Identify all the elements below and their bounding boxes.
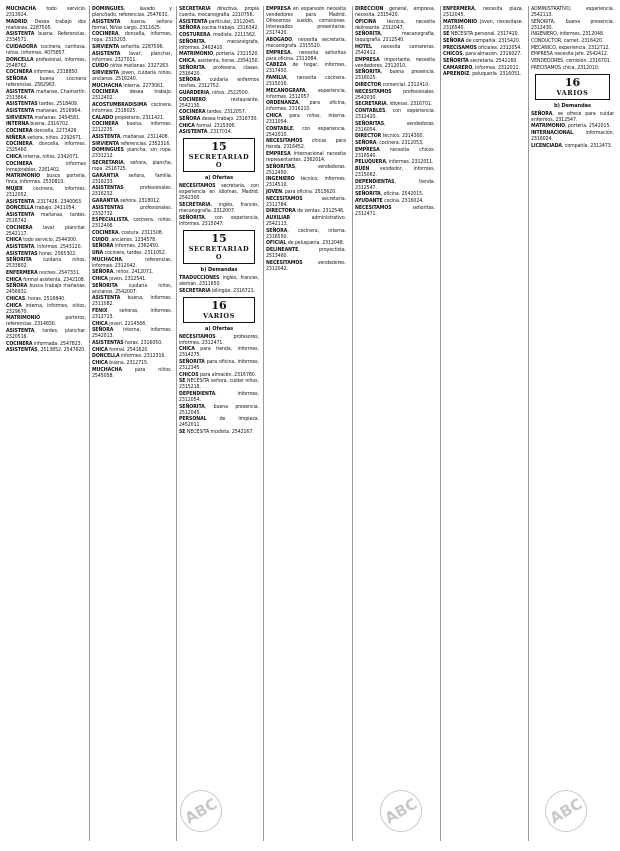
classified-ad: ASISTENTA. 2317426. 2340063.: [6, 198, 83, 205]
classified-ad: SEÑORITA, mecanógrafa, informes. 2462410.: [179, 38, 259, 51]
classified-ad: CHICA formal asistenta. 2342108.: [6, 276, 86, 283]
classified-ad: EMPRESA, necesita señoritas para oficina. 2312084.: [266, 49, 346, 62]
classified-ad: CHICA joven. 2214568.: [92, 320, 147, 327]
classified-ad: ASISTENTAS, 2513852. 2547620.: [6, 347, 86, 354]
classified-ad: CONDUCTOR, carnet. 2316420.: [531, 38, 604, 45]
section-label: VARIOS: [556, 88, 589, 97]
classified-ad: PERSONAL de limpieza. 2452011.: [179, 416, 259, 429]
section-header-varios: [183, 297, 255, 323]
classified-ad: SEÑORITA secretaria. 2542160.: [443, 57, 518, 64]
classified-ad: ASISTENTA. 2317014.: [179, 129, 233, 136]
classified-ad: GARANTIA señora, familia. 2316233.: [92, 172, 172, 185]
classified-ad: ASISTENTA buena, señora formal, Niñas cargo. 2311625.: [92, 18, 172, 31]
column-divider: [528, 6, 529, 841]
classified-ad: SEÑORA buena cocinera referencias. 2562963.: [6, 76, 86, 89]
classified-ad: ASISTENTA, informes. 2543120.: [6, 243, 82, 250]
classified-ad: ASISTENTA mañanas, Chamartín. 2313864.: [6, 88, 86, 101]
classified-ad: NECESITAMOS profesores, informes. 2312471.: [179, 333, 259, 346]
classified-ad: EMPRESA necesita jefe. 2542412.: [531, 51, 609, 58]
classified-ad: ASISTENTA mañanas, tardes. 2516742.: [6, 211, 86, 225]
classified-ad: ENFERMERA, necesita plaza. 2312045.: [443, 6, 523, 19]
classified-ad: GUARDERIA, niños. 2522500.: [179, 89, 250, 96]
classified-ad: COCINERA informes. 2318850.: [6, 69, 79, 76]
column-divider: [352, 6, 353, 841]
classified-ad: HOTEL necesita camareras. 2542412.: [355, 44, 435, 57]
classified-ad: ASISTENTA buena, informes. 2311082.: [92, 295, 172, 308]
classified-ad: DONCELLA trabajo. 2411054.: [6, 205, 76, 212]
classified-ad: SEÑORITA, mecanografía, taquigrafía. 2312540.: [355, 31, 435, 44]
classified-ad: DOMINGUES plancha, sin ropa. 2331212.: [92, 147, 172, 160]
classified-ad: ORDENANZA, para oficina, informes. 2316210.: [266, 100, 346, 113]
classified-column-6: [443, 6, 523, 78]
section-header-secretariado: [183, 138, 255, 172]
classified-ad: SEÑORA interna, informes. 2542013.: [92, 327, 172, 340]
classified-ad: VENDEDORES, comisión. 2316701.: [531, 57, 612, 64]
section-number: 16: [564, 75, 581, 89]
classified-ad: COCINERA informada. 2547823.: [6, 340, 82, 347]
classified-ad: COCINERA lavar planchar. 2542117.: [6, 224, 86, 237]
classified-ad: AUXILIAR administrativo. 2542113.: [266, 215, 346, 228]
column-divider: [263, 6, 264, 841]
classified-ad: CUIDO niños mañanas. 2327263.: [92, 63, 170, 70]
classified-ad: CHICA, asistenta, horas. 2354150.: [179, 57, 259, 64]
classified-ad: SEÑORITAS, vendedoras. 2316054.: [355, 120, 435, 133]
classified-ad: CALADO propietario, 2311421.: [92, 114, 165, 121]
classified-ad: SEÑORITA, buena presencia. 2316025.: [355, 69, 435, 82]
classified-ad: CABEZA de hogar, informes. 2317450.: [266, 62, 346, 75]
classified-ad: MATRIMONIO, portería. 2542015.: [531, 123, 611, 130]
classified-ad: MATRIMONIO, portería. 2321520.: [179, 51, 259, 58]
classified-ad: CHICA buena. 2312715.: [92, 359, 149, 366]
classified-ad: PELUQUERA, informes. 2312011.: [355, 159, 434, 166]
classified-column-5: [355, 6, 435, 217]
classified-ad: SE NECESITA modista. 2542167.: [179, 429, 254, 436]
classified-ad: ASISTENTA mañanas. 2516964.: [6, 108, 82, 115]
classified-column-1: [6, 6, 86, 354]
classified-ad: SECRETARIA, idiomas. 2316701.: [355, 101, 433, 108]
classified-ad: SIRVIENTA joven, cuidaría niños, ancianos. 2516240.: [92, 70, 172, 83]
classified-ad: DEPENDIENTA, informes. 2312054.: [179, 391, 259, 404]
classified-ad: ASISTENTAS profesionales. 2332732.: [92, 204, 172, 217]
classified-ad: ASISTENTAS horas. 2316050.: [92, 340, 163, 347]
classified-ad: ASISTENTAS profesionales. 2316232.: [92, 185, 172, 198]
classified-ad: SEÑORA cocina trabajo. 2316342.: [179, 25, 259, 32]
classified-ad: DONCELLA profesional, informes, 2548762.: [6, 56, 86, 69]
classified-column-2: [92, 6, 172, 379]
classified-ad: CHICOS, para almacén. 2316027.: [443, 51, 522, 58]
classified-ad: MECANOGRAFA, experiencia, informes. 2312057.: [266, 87, 346, 100]
classified-ad: SEÑORITA cuidaría niños. 2533802.: [6, 257, 86, 270]
section-header-secretariado-demandas: [183, 230, 255, 264]
classified-ad: DIRECTOR comercial. 2312410.: [355, 82, 430, 89]
classified-column-7: [531, 6, 614, 149]
classified-ad: SIRVIENTA referencias. 2352316.: [92, 140, 171, 147]
classified-ad: EMPRESA en expansión necesita vendedores para Madrid. Ofrecemos sueldo, comisiones. Interesados presentarse. 2317420.: [266, 6, 346, 37]
classified-ad: DOMINGUES, lavado y planchado, referencias. 2547631.: [92, 6, 172, 19]
classified-ad: EMPRESA necesita chicos. 2316540.: [355, 146, 435, 159]
classified-ad: SECRETARIA directiva, propia cuenta, mecanografía. 2210756.: [179, 6, 259, 19]
watermark-logo: ABC: [372, 782, 429, 839]
classified-ad: SEÑORITA cuidaría niños, ancianos. 2542007.: [92, 282, 172, 295]
classified-ad: SEÑORA busca trabajo mañanas. 2456931.: [6, 283, 86, 296]
column-divider: [176, 6, 177, 841]
classified-ad: SEÑORA desea trabajo. 2316730.: [179, 115, 258, 122]
classified-ad: CUIDO, ancianos. 1234578.: [92, 236, 157, 243]
classified-ad: SIRVIENTA señorita. 2287596.: [92, 44, 164, 51]
classified-ad: ASISTENTA, tardes, planchar. 2320516.: [6, 327, 86, 340]
classified-ad: MUCHACHA, referencias, informes. 2312042.: [92, 256, 172, 269]
classified-ad: CHICA todo servicio. 2544300.: [6, 237, 78, 244]
classified-ad: ADMINISTRATIVO, experiencia. 2542113.: [531, 6, 614, 19]
classified-ad: ASISTENTA particular, 2312045.: [179, 18, 256, 25]
classified-column-4: [266, 6, 346, 272]
classified-ad: JOVEN, para oficina. 2515620.: [266, 189, 337, 196]
classified-ad: SIRVIENTA mañanas. 2454581.: [6, 114, 81, 121]
classified-ad: SEÑORITA para oficina, informes. 2312345.: [179, 359, 259, 372]
section-header-varios-demandas: [535, 74, 610, 100]
classified-ad: SEÑORA, cocinera. 2312053.: [355, 140, 424, 147]
classified-ad: SECRETARIA bilingüe. 2316721.: [179, 287, 255, 294]
classified-ad: SECRETARIA, inglés, francés, mecanografía. 2312007.: [179, 202, 259, 215]
classified-ad: CHICA formal. 2315306.: [179, 122, 236, 129]
classified-ad: SEÑORA, niños. 2412071.: [92, 269, 154, 276]
classified-ad: NIÑERA señora, niños. 2292671.: [6, 134, 83, 141]
classified-ad: ASISTENTA buena. Referencias. 2334571.: [6, 31, 86, 44]
classified-ad: MUCHACHA interna. 2273061.: [92, 82, 165, 89]
classified-ad: CHICA para tienda, informes. 2314275.: [179, 346, 259, 359]
section-number: 15: [211, 140, 227, 154]
classified-ad: SEÑORITA, buena presencia. 2312430.: [531, 18, 614, 31]
varios-demandas-listings: [531, 111, 614, 149]
section-label: SECRETARIADO: [188, 153, 250, 170]
classified-ad: INTERNA buena. 2316702.: [6, 121, 70, 128]
classified-ad: NECESITAMOS chicas para tienda. 2316452.: [266, 138, 346, 151]
classified-ad: GARANTIA señora. 2318012.: [92, 198, 161, 205]
classified-ad: COCINERO, restaurante. 2542130.: [179, 96, 259, 109]
classified-ad: NECESITAMOS señoritas. 2312471.: [355, 204, 435, 217]
classified-ad: MATRIMONIO busca portería, finca, informes. 2530810.: [6, 173, 86, 186]
section-label: VARIOS: [203, 311, 235, 320]
classified-ad: CHICA formal. 2541620.: [92, 346, 149, 353]
classified-ad: PRECISAMOS oficiales. 2312054.: [443, 44, 522, 51]
classified-ad: NECESITAMOS vendedores. 2312042.: [266, 259, 346, 272]
classified-ad: DONCELLA informes. 2312316.: [92, 353, 166, 360]
classified-ad: COCINERA doncella. 2273426.: [6, 128, 78, 135]
classified-ad: CHICOS para almacén. 2316780.: [179, 371, 257, 378]
classified-ad: SEÑORA de compañía. 2315420.: [443, 38, 521, 45]
classified-ad: NECESITAMOS secretaria. 2312784.: [266, 195, 346, 208]
classified-ad: BUEN vendedor, informes. 2315062.: [355, 166, 435, 179]
classified-ad: CHICA interna, niños. 2342071.: [6, 153, 80, 160]
column-7-listings: [531, 6, 614, 71]
classified-ad: ENFERMERA noches. 2547331.: [6, 269, 81, 276]
classified-ad: ASISTENTAS tardes. 2518409.: [6, 101, 79, 108]
classified-ad: CONTABLES, con experiencia. 2312420.: [355, 108, 435, 121]
classified-ad: MADRID: Desea trabajo dos mañanas. 2287505.: [6, 18, 86, 31]
classified-ad: SEÑORITA, oficina. 2542015.: [355, 191, 424, 198]
classified-ad: INGENIERO técnico, informes. 2314510.: [266, 176, 346, 189]
classified-ad: MATRIMONIO porteros, referencias. 2314830.: [6, 315, 86, 328]
classified-ad: COCINERA, costura. 2311508.: [92, 230, 164, 237]
classified-ad: PRECISAMOS chica. 2312010.: [531, 64, 600, 71]
classified-ad: COCINERA informes inmejorables. 2261402.: [6, 160, 86, 173]
classified-ad: COCINERA desea trabajo. 2312402.: [92, 89, 172, 102]
classified-ad: COSTURERA, modista. 2211562.: [179, 31, 257, 38]
watermark-logo: ABC: [172, 782, 229, 839]
classified-ad: CONTABLE, con experiencia. 2542010.: [266, 125, 346, 138]
classified-ad: INGENIERO, informes. 2312048.: [531, 31, 605, 38]
classified-ad: DIRECTOR técnico. 2314300.: [355, 133, 424, 140]
column-3-listings: [179, 6, 259, 135]
classified-ad: ABOGADO, necesita secretaria, mecanógrafa. 2315520.: [266, 36, 346, 49]
section-subtitle: a) Ofertas: [204, 325, 234, 332]
classified-ad: NECESITAMOS secretaria, con experiencia en idiomas, Madrid. 2542300.: [179, 183, 259, 202]
secretariado-demandas-listings: [179, 275, 259, 294]
column-divider: [89, 6, 90, 841]
classified-ad: UNA cocinera, tardes. 2311052.: [92, 250, 167, 257]
classified-ad: DEPENDIENTAS, tienda. 2312547.: [355, 178, 435, 191]
classified-ad: SEÑORA cuidaría enfermos noches. 2312752.: [179, 77, 259, 90]
varios-ofertas-listings: [179, 334, 259, 436]
column-divider: [440, 6, 441, 841]
classified-ad: COCINERA, doncella, informes, ropa. 2315203.: [92, 31, 172, 44]
classified-ad: AYUDANTE cocina. 2316024.: [355, 198, 424, 205]
classified-ad: EMPRESA importante, necesita vendedores. 2312010.: [355, 56, 435, 69]
classified-ad: SEÑORITA, buena presencia. 2512045.: [179, 403, 259, 416]
classified-ad: ASISTENTA lavar, planchar, informes. 2327011.: [92, 50, 172, 63]
classified-ad: SEÑORITAS, vendedoras. 2512450.: [266, 163, 346, 176]
classified-ad: SEÑORA, cocinera, interna. 2316550.: [266, 227, 346, 240]
classified-ad: COCINERA, doncella, informes. 2325460.: [6, 141, 86, 154]
classified-ad: DELINEANTE, proyectista. 2513460.: [266, 247, 346, 260]
classified-ad: SEÑORITA, con experiencia, informes. 2315047.: [179, 214, 259, 227]
classified-ad: COCINERA tardes. 2312057.: [179, 109, 247, 116]
classified-ad: LICENCIADA, compañía. 2312473.: [531, 142, 613, 149]
classified-ad: MUCHACHA todo servicio. 2313924.: [6, 6, 86, 19]
classified-ad: MUCHACHA para niños. 2545058.: [92, 366, 172, 379]
classified-ad: MATRIMONIO joven, necesitase. 2316540.: [443, 18, 523, 31]
classified-column-3: [179, 6, 259, 436]
section-subtitle: a) Ofertas: [204, 175, 234, 182]
classified-ad: CHICAS, horas. 2516840.: [6, 295, 66, 302]
classified-ad: COCINERA buena, informes. 2212235.: [92, 121, 172, 134]
classified-ad: ESPECIALISTA, cocinera, niños. 2312406.: [92, 217, 172, 230]
classified-ad: ASISTENTA, mañanas. 2311408.: [92, 134, 170, 141]
section-subtitle: b) Demandas: [554, 102, 591, 109]
classified-ad: ACOSTUMBRADISIMA cocinera, informes. 2318025.: [92, 102, 172, 115]
classified-ad: CHICA para niños, interna. 2311054.: [266, 112, 346, 125]
classified-ad: SEÑORA informes. 2362450.: [92, 243, 160, 250]
classified-ad: FAMILIA, necesita cocinera. 2315016.: [266, 74, 346, 87]
classified-ad: SEÑORA, se ofrece para cuidar enfermos. 2312547.: [531, 110, 614, 123]
classified-ad: DIRECTORA de ventas. 2312546.: [266, 208, 345, 215]
classified-ad: OFICIAL de peluquería. 2312048.: [266, 240, 345, 247]
classified-ad: NECESITAMOS profesionales. 2542030.: [355, 88, 435, 101]
classified-ad: SEÑORITA, profesora, clases. 2316420.: [179, 64, 259, 77]
classified-ad: CHICA interna, informes, niños, 2329670.: [6, 302, 86, 315]
classified-ad: MUJER cocinera, informes. 2312052.: [6, 186, 86, 199]
classified-ad: MECANICO, experiencia. 2312712.: [531, 44, 611, 51]
watermark-logo: ABC: [537, 782, 594, 839]
classified-ad: CUIDADORA cocinera, cariñosa, niños. Informes. 4075857.: [6, 44, 86, 57]
section-subtitle: b) Demandas: [200, 266, 238, 273]
classified-ad: EMPRESA internacional necesita representantes. 2362014.: [266, 151, 346, 164]
classified-ad: FENIX señoras, informes. 2312723.: [92, 308, 172, 321]
classified-ad: DIRECCION general, empresa, necesita. 2315420.: [355, 6, 435, 19]
classified-ad: SE NECESITA señora, cuidar niños. 2315218.: [179, 378, 259, 391]
classified-ad: APRENDIZ, peluquería. 2316051.: [443, 71, 522, 78]
classified-ad: SECRETARIA, señora, plancha, ropa. 2516725.: [92, 160, 172, 173]
classified-ad: INTERNACIONAL, información. 2316024.: [531, 130, 614, 143]
section-label: SECRETARIADO: [188, 244, 250, 261]
secretariado-ofertas-listings: [179, 183, 259, 227]
classified-ad: TRADUCCIONES inglés, francés, alemán. 2311650.: [179, 274, 259, 287]
section-number: 15: [211, 231, 227, 245]
section-number: 16: [211, 298, 227, 312]
classified-ad: CAMARERO, informes. 2312011.: [443, 64, 520, 71]
classified-ad: SE NECESITA personal. 2317420.: [443, 31, 520, 38]
classified-ad: OFICINA técnica, necesita delineante. 2312047.: [355, 18, 435, 31]
classified-ad: ASISTENTAS horas. 2565302.: [6, 250, 77, 257]
classified-ad: CHICA joven, 2312541.: [92, 276, 147, 282]
